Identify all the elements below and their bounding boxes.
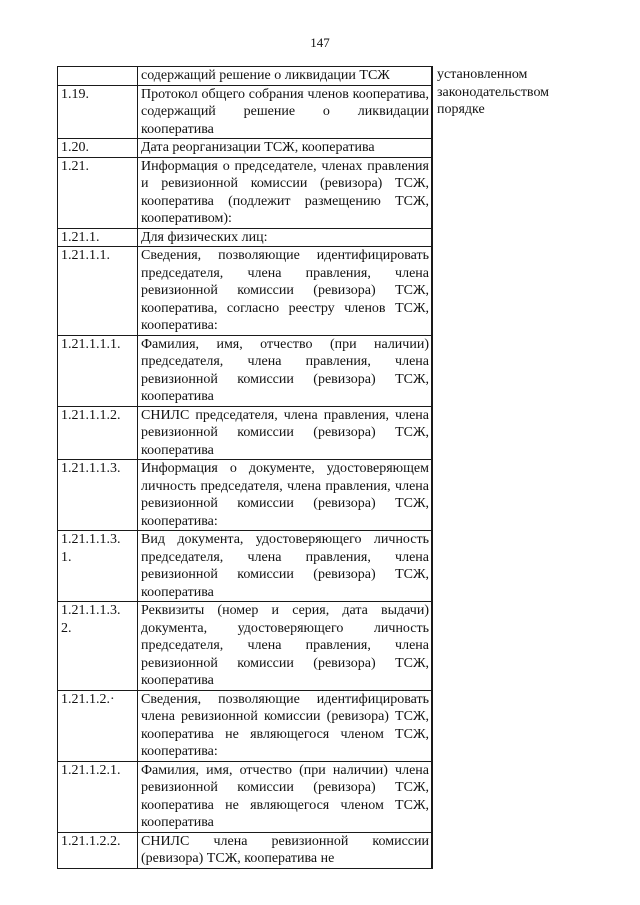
description-text: Информация о председателе, членах правления и ревизионной комиссии (ревизора) ТСЖ, кооператива (подлежит размещению ТСЖ, кооперативом): — [141, 158, 429, 226]
item-number: 1.21.1.2.1. — [61, 762, 121, 778]
item-number-cell — [58, 761, 138, 832]
item-number-cell — [58, 139, 138, 158]
table-row — [58, 761, 433, 832]
table-row — [58, 460, 433, 531]
description-text: Сведения, позволяющие идентифицировать председателя, члена правления, члена ревизионной комиссии (ревизора) ТСЖ, кооператива, согласно реестру членов ТСЖ, кооператива: — [141, 248, 429, 333]
item-number: 1.21.1.1.2. — [61, 407, 121, 423]
table-row — [58, 85, 433, 139]
note-line: законодательством — [437, 84, 550, 100]
item-number: 1.19. — [61, 86, 89, 102]
description-text: Протокол общего собрания членов кооператива, содержащий решение о ликвидации кооператива — [141, 86, 429, 137]
item-number-cell — [58, 335, 138, 406]
description-cell — [138, 406, 433, 460]
item-number-cell — [58, 832, 138, 868]
table-row — [58, 602, 433, 691]
item-number-cell — [58, 690, 138, 761]
description-text: Для физических лиц: — [141, 229, 268, 245]
item-number: 1.21.1. — [61, 229, 100, 245]
table-row — [58, 690, 433, 761]
item-number-cell — [58, 67, 138, 86]
item-number: 1.21.1.1.1. — [61, 336, 121, 352]
description-cell — [138, 85, 433, 139]
table-right-border — [431, 66, 432, 869]
item-number-cell — [58, 406, 138, 460]
item-number-cell — [58, 228, 138, 247]
description-text: СНИЛС члена ревизионной комиссии (ревизора) ТСЖ, кооператива не — [141, 833, 429, 866]
item-number: 1.21. — [61, 158, 89, 174]
description-cell — [138, 139, 433, 158]
description-cell — [138, 460, 433, 531]
table-row — [58, 406, 433, 460]
description-cell — [138, 531, 433, 602]
item-number: 1.21.1.1.3. — [61, 532, 121, 547]
description-cell — [138, 832, 433, 868]
item-number: 1.20. — [61, 140, 89, 155]
description-text: Сведения, позволяющие идентифицировать члена ревизионной комиссии (ревизора) ТСЖ, кооператива не являющегося членом ТСЖ, кооператива: — [141, 691, 429, 759]
document-table — [57, 66, 433, 869]
table-row — [58, 335, 433, 406]
description-cell — [138, 247, 433, 336]
description-text: содержащий решение о ликвидации ТСЖ — [141, 68, 390, 83]
description-cell — [138, 335, 433, 406]
table-row — [58, 228, 433, 247]
table-row — [58, 531, 433, 602]
item-number-cell — [58, 157, 138, 228]
table-row — [58, 67, 433, 86]
description-cell — [138, 157, 433, 228]
description-text: Фамилия, имя, отчество (при наличии) председателя, члена правления, члена ревизионной комиссии (ревизора) ТСЖ, кооператива — [141, 336, 429, 404]
description-text: Информация о документе, удостоверяющем личность председателя, члена правления, члена ревизионной комиссии (ревизора) ТСЖ, кооператива: — [141, 461, 429, 529]
table-row — [58, 157, 433, 228]
description-cell — [138, 602, 433, 691]
item-number: 1.21.1.1.3. — [61, 461, 121, 476]
note-line: установленном — [437, 67, 528, 82]
item-number: 1.21.1.2.· — [61, 691, 115, 707]
item-number-cell — [58, 85, 138, 139]
description-cell — [138, 228, 433, 247]
note-line: порядке — [437, 102, 485, 117]
item-number: 1.21.1.1. — [61, 248, 110, 263]
item-number-cell — [58, 602, 138, 691]
description-cell — [138, 67, 433, 86]
item-number-cell — [58, 531, 138, 602]
table-row — [58, 139, 433, 158]
item-number: 1.21.1.1.3. — [61, 603, 121, 618]
table-row — [58, 832, 433, 868]
table-row — [58, 247, 433, 336]
item-number: 1. — [61, 549, 72, 565]
description-text: Реквизиты (номер и серия, дата выдачи) документа, удостоверяющего личность председателя, члена правления, члена ревизионной комиссии (ревизора) ТСЖ, кооператива — [141, 603, 429, 688]
item-number: 2. — [61, 620, 72, 636]
description-text: СНИЛС председателя, члена правления, члена ревизионной комиссии (ревизора) ТСЖ, кооператива — [141, 407, 429, 458]
notes-column — [437, 66, 577, 119]
description-text: Фамилия, имя, отчество (при наличии) члена ревизионной комиссии (ревизора) ТСЖ, кооператива не являющегося членом ТСЖ, кооператива — [141, 762, 429, 830]
description-text: Дата реорганизации ТСЖ, кооператива — [141, 140, 375, 155]
item-number-cell — [58, 460, 138, 531]
page-number: 147 — [310, 35, 330, 50]
item-number: 1.21.1.2.2. — [61, 833, 121, 849]
description-cell — [138, 761, 433, 832]
description-text: Вид документа, удостоверяющего личность председателя, члена правления, члена ревизионной комиссии (ревизора) ТСЖ, кооператива — [141, 532, 429, 600]
table-top-rule — [57, 66, 432, 67]
item-number-cell — [58, 247, 138, 336]
description-cell — [138, 690, 433, 761]
